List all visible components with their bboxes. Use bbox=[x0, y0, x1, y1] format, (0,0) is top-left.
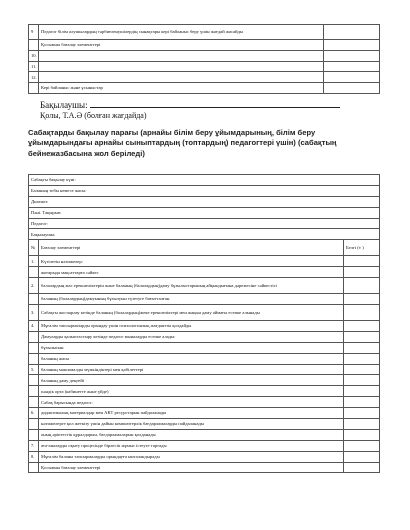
criteria-row bbox=[29, 408, 380, 419]
criteria-row bbox=[29, 364, 380, 375]
info-row bbox=[29, 196, 380, 207]
info-field-label: Педагог: bbox=[29, 218, 380, 229]
criteria-row bbox=[29, 305, 380, 321]
criteria-text: баланың максималды мүмкіндіктері мен қабілеттері bbox=[39, 364, 344, 375]
info-row bbox=[29, 229, 380, 240]
criteria-mark bbox=[344, 419, 380, 430]
criteria-text: Күтілетін нәтижелер: bbox=[39, 256, 344, 267]
row-number: 10. bbox=[29, 50, 39, 61]
table-row bbox=[29, 83, 380, 94]
criteria-number bbox=[29, 342, 39, 353]
criteria-number: 5. bbox=[29, 364, 39, 375]
criteria-text: баланың жасы bbox=[39, 353, 344, 364]
criteria-row bbox=[29, 419, 380, 430]
criteria-row bbox=[29, 451, 380, 462]
row-criterion bbox=[39, 72, 324, 83]
criteria-text: дидактикалық материалдар мен АКТ ресурстарын пайдаланады bbox=[39, 408, 344, 419]
criteria-mark bbox=[344, 342, 380, 353]
form-heading: Сабақтарды бақылау парағы (арнайы білім беру ұйымдарының, білім беру ұйымдарындағы арнайы сыныптардың (топтардың) педагогтері үшін) (сабақтың бейнежазбасына жол беріледі) bbox=[28, 128, 337, 158]
criteria-number: 8. bbox=[29, 451, 39, 462]
criteria-mark bbox=[344, 294, 380, 305]
previous-criteria-table bbox=[28, 24, 380, 94]
criteria-row bbox=[29, 440, 380, 451]
criteria-row bbox=[29, 267, 380, 278]
criteria-mark bbox=[344, 440, 380, 451]
row-mark bbox=[324, 61, 380, 72]
criteria-text: Сабақты жоспарлау кезінде баланың (балалардың)жеке ерекшеліктері мен жақын даму аймағы есепке алынады bbox=[39, 305, 344, 321]
criteria-mark bbox=[344, 256, 380, 267]
criteria-row bbox=[29, 342, 380, 353]
table-row bbox=[29, 50, 380, 61]
criteria-mark bbox=[344, 375, 380, 386]
criteria-text: оның әріптестік құралдарын, бағдарламаларын қолданады bbox=[39, 429, 344, 440]
row-mark bbox=[324, 25, 380, 40]
name-label: Қолы, Т.А.Ә (болған жағдайда) bbox=[40, 111, 147, 120]
header-criteria: Бағалау элементтері bbox=[39, 240, 344, 256]
criteria-text: Қосымша бағалау элементтері bbox=[39, 462, 344, 473]
row-mark bbox=[324, 50, 380, 61]
criteria-mark bbox=[344, 364, 380, 375]
signature-block bbox=[40, 100, 370, 120]
criteria-row bbox=[29, 375, 380, 386]
info-field-label: Сабақты бақылау күні: bbox=[29, 175, 380, 186]
observer-line bbox=[40, 100, 370, 110]
criteria-number bbox=[29, 294, 39, 305]
table-row bbox=[29, 40, 380, 51]
observer-label: Бақылаушы: bbox=[40, 100, 88, 110]
header-eval: Белгі (v ) bbox=[344, 240, 380, 256]
criteria-row bbox=[29, 386, 380, 397]
criteria-text: ата-аналарды оқыту процесінде бірлесіп жұмыс істеуге тартады bbox=[39, 440, 344, 451]
header-number: № bbox=[29, 240, 39, 256]
criteria-text: Дамуларды қалыптастыру кезінде педагог мыналарды есепке алады: bbox=[39, 331, 344, 342]
criteria-row bbox=[29, 397, 380, 408]
signature-rule bbox=[90, 100, 340, 108]
table-row bbox=[29, 61, 380, 72]
criteria-text: Сабақ барысында педагог: bbox=[39, 397, 344, 408]
table-row bbox=[29, 72, 380, 83]
criteria-mark bbox=[344, 353, 380, 364]
row-number bbox=[29, 40, 39, 51]
criteria-mark bbox=[344, 408, 380, 419]
info-row bbox=[29, 175, 380, 186]
row-number bbox=[29, 83, 39, 94]
criteria-number: 6. bbox=[29, 408, 39, 419]
criteria-row bbox=[29, 462, 380, 473]
row-criterion: Кері байланыс және ұсыныстар bbox=[39, 83, 324, 94]
criteria-mark bbox=[344, 278, 380, 294]
criteria-number bbox=[29, 375, 39, 386]
criteria-row bbox=[29, 331, 380, 342]
observation-table bbox=[28, 174, 380, 473]
criteria-number: 1. bbox=[29, 256, 39, 267]
row-mark bbox=[324, 40, 380, 51]
criteria-row bbox=[29, 429, 380, 440]
criteria-number bbox=[29, 353, 39, 364]
criteria-number bbox=[29, 386, 39, 397]
criteria-row bbox=[29, 353, 380, 364]
criteria-row bbox=[29, 256, 380, 267]
criteria-number bbox=[29, 429, 39, 440]
criteria-text: Мұғалім баланы тапсырмаларды орындауға ынталандырады bbox=[39, 451, 344, 462]
info-row bbox=[29, 185, 380, 196]
criteria-text: балалардың жас ерекшеліктерін және баланың (балалардың)даму бұзылыстарының айқындығына дәрежесіне сәйкестігі bbox=[39, 278, 344, 294]
table-row bbox=[29, 25, 380, 40]
table-header-row bbox=[29, 240, 380, 256]
criteria-number bbox=[29, 267, 39, 278]
criteria-row bbox=[29, 321, 380, 332]
criteria-row bbox=[29, 294, 380, 305]
criteria-number bbox=[29, 331, 39, 342]
criteria-text: нәтижелерге қол жеткізу үшін дайын компьютерлік бағдарламаларды пайдаланады bbox=[39, 419, 344, 430]
criteria-text: баланың (балалардың)дамуының бұзылуын түзетуге бағытталған bbox=[39, 294, 344, 305]
row-number: 11. bbox=[29, 61, 39, 72]
criteria-row bbox=[29, 278, 380, 294]
criteria-mark bbox=[344, 305, 380, 321]
info-field-label: Пәні. Тақырып: bbox=[29, 207, 380, 218]
criteria-mark bbox=[344, 331, 380, 342]
row-mark bbox=[324, 72, 380, 83]
criteria-number bbox=[29, 397, 39, 408]
row-number: 9 bbox=[29, 25, 39, 40]
criteria-number bbox=[29, 419, 39, 430]
criteria-text: пәндік орта (кабинетте және үйде) bbox=[39, 386, 344, 397]
info-row bbox=[29, 218, 380, 229]
info-field-label: Бақылаушы: bbox=[29, 229, 380, 240]
criteria-number: 7. bbox=[29, 440, 39, 451]
criteria-text: Мұғалім тапсырмаларды орындау үшін психологиялық жағдаятты қолдайды bbox=[39, 321, 344, 332]
info-field-label: Диагноз: bbox=[29, 196, 380, 207]
criteria-mark bbox=[344, 321, 380, 332]
criteria-mark bbox=[344, 397, 380, 408]
criteria-number bbox=[29, 462, 39, 473]
criteria-mark bbox=[344, 429, 380, 440]
criteria-text: бұзылысын bbox=[39, 342, 344, 353]
info-row bbox=[29, 207, 380, 218]
criteria-mark bbox=[344, 386, 380, 397]
row-number: 12. bbox=[29, 72, 39, 83]
row-criterion bbox=[39, 61, 324, 72]
row-criterion: Педагог білім алушылардың тәрбиеленушілердің сынақтары кері байланыс беру үшін жағдай жасайды bbox=[39, 25, 324, 40]
criteria-number: 4. bbox=[29, 321, 39, 332]
row-criterion bbox=[39, 50, 324, 61]
info-field-label: Баланың тобы немесе жасы: bbox=[29, 185, 380, 196]
criteria-text: баланың даму деңгейі bbox=[39, 375, 344, 386]
row-criterion: Қосымша бағалау элементтері bbox=[39, 40, 324, 51]
row-mark bbox=[324, 83, 380, 94]
criteria-number: 3. bbox=[29, 305, 39, 321]
criteria-mark bbox=[344, 267, 380, 278]
criteria-text: жоғарыда мақсаттарға сәйкес bbox=[39, 267, 344, 278]
criteria-mark bbox=[344, 451, 380, 462]
criteria-mark bbox=[344, 462, 380, 473]
criteria-number: 2. bbox=[29, 278, 39, 294]
